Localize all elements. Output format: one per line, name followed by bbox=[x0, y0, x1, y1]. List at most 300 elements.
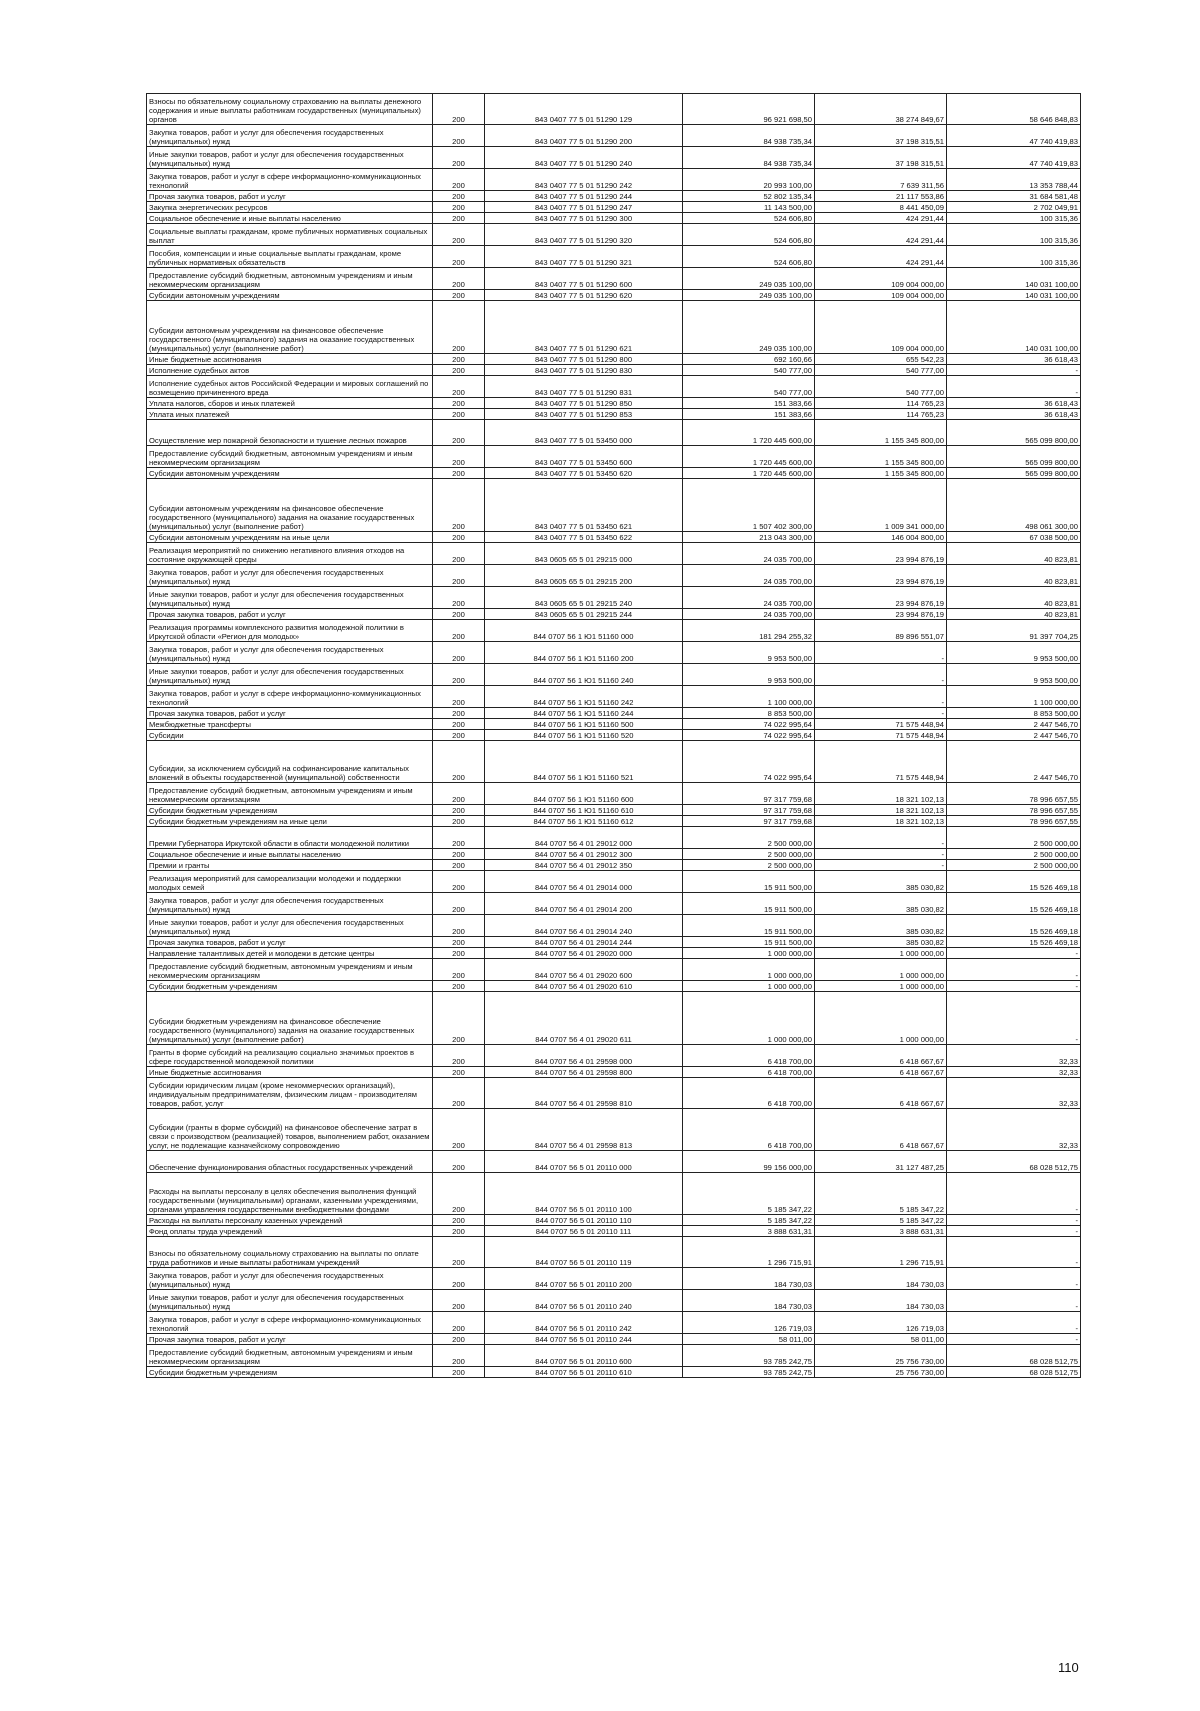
executed-amount-cell: 1 155 345 800,00 bbox=[815, 420, 947, 446]
expense-name-cell: Закупка товаров, работ и услуг для обеспечения государственных (муниципальных) нужд bbox=[147, 1268, 433, 1290]
executed-amount-cell: 18 321 102,13 bbox=[815, 783, 947, 805]
line-code-cell: 200 bbox=[433, 1312, 485, 1334]
line-code-cell: 200 bbox=[433, 587, 485, 609]
expense-name-cell: Социальное обеспечение и иные выплаты населению bbox=[147, 213, 433, 224]
table-row bbox=[147, 871, 1081, 893]
expense-name-cell: Исполнение судебных актов Российской Федерации и мировых соглашений по возмещению причиненного вреда bbox=[147, 376, 433, 398]
unexecuted-amount-cell: - bbox=[947, 1215, 1081, 1226]
line-code-cell: 200 bbox=[433, 849, 485, 860]
line-code-cell: 200 bbox=[433, 992, 485, 1045]
expense-name-cell: Предоставление субсидий бюджетным, автономным учреждениям и иным некоммерческим организациям bbox=[147, 783, 433, 805]
line-code-cell: 200 bbox=[433, 959, 485, 981]
unexecuted-amount-cell: 47 740 419,83 bbox=[947, 147, 1081, 169]
expense-name-cell: Закупка товаров, работ и услуг в сфере информационно-коммуникационных технологий bbox=[147, 169, 433, 191]
budget-classification-code-cell: 844 0707 56 5 01 20110 600 bbox=[485, 1345, 683, 1367]
expense-name-cell: Предоставление субсидий бюджетным, автономным учреждениям и иным некоммерческим организациям bbox=[147, 959, 433, 981]
executed-amount-cell: 109 004 000,00 bbox=[815, 268, 947, 290]
budget-classification-code-cell: 843 0407 77 5 01 51290 320 bbox=[485, 224, 683, 246]
expense-name-cell: Закупка товаров, работ и услуг для обеспечения государственных (муниципальных) нужд bbox=[147, 893, 433, 915]
budget-classification-code-cell: 844 0707 56 5 01 20110 244 bbox=[485, 1334, 683, 1345]
approved-amount-cell: 2 500 000,00 bbox=[683, 827, 815, 849]
expense-name-cell: Гранты в форме субсидий на реализацию социально значимых проектов в сфере государственной молодежной политики bbox=[147, 1045, 433, 1067]
line-code-cell: 200 bbox=[433, 1290, 485, 1312]
approved-amount-cell: 15 911 500,00 bbox=[683, 915, 815, 937]
budget-classification-code-cell: 844 0707 56 4 01 29014 000 bbox=[485, 871, 683, 893]
approved-amount-cell: 184 730,03 bbox=[683, 1290, 815, 1312]
line-code-cell: 200 bbox=[433, 741, 485, 783]
expense-name-cell: Прочая закупка товаров, работ и услуг bbox=[147, 609, 433, 620]
expense-name-cell: Закупка товаров, работ и услуг для обеспечения государственных (муниципальных) нужд bbox=[147, 565, 433, 587]
budget-classification-code-cell: 844 0707 56 1 Ю1 51160 240 bbox=[485, 664, 683, 686]
expense-name-cell: Фонд оплаты труда учреждений bbox=[147, 1226, 433, 1237]
executed-amount-cell: 184 730,03 bbox=[815, 1268, 947, 1290]
executed-amount-cell: - bbox=[815, 849, 947, 860]
line-code-cell: 200 bbox=[433, 532, 485, 543]
budget-classification-code-cell: 844 0707 56 1 Ю1 51160 610 bbox=[485, 805, 683, 816]
approved-amount-cell: 2 500 000,00 bbox=[683, 849, 815, 860]
executed-amount-cell: - bbox=[815, 708, 947, 719]
budget-classification-code-cell: 844 0707 56 1 Ю1 51160 244 bbox=[485, 708, 683, 719]
line-code-cell: 200 bbox=[433, 268, 485, 290]
table-row bbox=[147, 565, 1081, 587]
expense-name-cell: Прочая закупка товаров, работ и услуг bbox=[147, 708, 433, 719]
unexecuted-amount-cell: 91 397 704,25 bbox=[947, 620, 1081, 642]
table-row bbox=[147, 301, 1081, 354]
table-row bbox=[147, 202, 1081, 213]
approved-amount-cell: 524 606,80 bbox=[683, 246, 815, 268]
budget-classification-code-cell: 844 0707 56 4 01 29012 300 bbox=[485, 849, 683, 860]
executed-amount-cell: 23 994 876,19 bbox=[815, 609, 947, 620]
expense-name-cell: Закупка товаров, работ и услуг в сфере информационно-коммуникационных технологий bbox=[147, 686, 433, 708]
line-code-cell: 200 bbox=[433, 827, 485, 849]
approved-amount-cell: 24 035 700,00 bbox=[683, 609, 815, 620]
approved-amount-cell: 74 022 995,64 bbox=[683, 730, 815, 741]
executed-amount-cell: 109 004 000,00 bbox=[815, 290, 947, 301]
approved-amount-cell: 1 000 000,00 bbox=[683, 948, 815, 959]
approved-amount-cell: 1 507 402 300,00 bbox=[683, 479, 815, 532]
unexecuted-amount-cell: 36 618,43 bbox=[947, 409, 1081, 420]
line-code-cell: 200 bbox=[433, 1173, 485, 1215]
executed-amount-cell: 6 418 667,67 bbox=[815, 1078, 947, 1109]
line-code-cell: 200 bbox=[433, 213, 485, 224]
line-code-cell: 200 bbox=[433, 169, 485, 191]
approved-amount-cell: 15 911 500,00 bbox=[683, 871, 815, 893]
approved-amount-cell: 151 383,66 bbox=[683, 398, 815, 409]
budget-classification-code-cell: 844 0707 56 4 01 29014 240 bbox=[485, 915, 683, 937]
executed-amount-cell: 8 441 450,09 bbox=[815, 202, 947, 213]
unexecuted-amount-cell: - bbox=[947, 376, 1081, 398]
table-row bbox=[147, 609, 1081, 620]
budget-classification-code-cell: 844 0707 56 5 01 20110 240 bbox=[485, 1290, 683, 1312]
executed-amount-cell: 1 155 345 800,00 bbox=[815, 468, 947, 479]
executed-amount-cell: 385 030,82 bbox=[815, 871, 947, 893]
budget-classification-code-cell: 844 0707 56 5 01 20110 242 bbox=[485, 1312, 683, 1334]
line-code-cell: 200 bbox=[433, 937, 485, 948]
budget-classification-code-cell: 844 0707 56 4 01 29598 800 bbox=[485, 1067, 683, 1078]
budget-classification-code-cell: 843 0605 65 5 01 29215 200 bbox=[485, 565, 683, 587]
approved-amount-cell: 1 000 000,00 bbox=[683, 959, 815, 981]
approved-amount-cell: 5 185 347,22 bbox=[683, 1173, 815, 1215]
line-code-cell: 200 bbox=[433, 664, 485, 686]
line-code-cell: 200 bbox=[433, 301, 485, 354]
budget-classification-code-cell: 843 0407 77 5 01 51290 830 bbox=[485, 365, 683, 376]
expense-name-cell: Прочая закупка товаров, работ и услуг bbox=[147, 191, 433, 202]
budget-classification-code-cell: 844 0707 56 5 01 20110 100 bbox=[485, 1173, 683, 1215]
executed-amount-cell: 146 004 800,00 bbox=[815, 532, 947, 543]
table-row bbox=[147, 1334, 1081, 1345]
expense-name-cell: Субсидии, за исключением субсидий на софинансирование капитальных вложений в объекты государственной (муниципальной) собственности bbox=[147, 741, 433, 783]
budget-classification-code-cell: 844 0707 56 5 01 20110 000 bbox=[485, 1151, 683, 1173]
table-row bbox=[147, 959, 1081, 981]
unexecuted-amount-cell: 40 823,81 bbox=[947, 587, 1081, 609]
table-row bbox=[147, 893, 1081, 915]
line-code-cell: 200 bbox=[433, 354, 485, 365]
executed-amount-cell: 109 004 000,00 bbox=[815, 301, 947, 354]
budget-classification-code-cell: 844 0707 56 4 01 29598 000 bbox=[485, 1045, 683, 1067]
table-row bbox=[147, 479, 1081, 532]
line-code-cell: 200 bbox=[433, 860, 485, 871]
unexecuted-amount-cell: 36 618,43 bbox=[947, 354, 1081, 365]
approved-amount-cell: 151 383,66 bbox=[683, 409, 815, 420]
executed-amount-cell: 1 296 715,91 bbox=[815, 1237, 947, 1268]
budget-classification-code-cell: 843 0407 77 5 01 53450 600 bbox=[485, 446, 683, 468]
budget-classification-code-cell: 843 0407 77 5 01 51290 800 bbox=[485, 354, 683, 365]
expense-name-cell: Уплата иных платежей bbox=[147, 409, 433, 420]
expense-name-cell: Взносы по обязательному социальному страхованию на выплаты по оплате труда работников и иные выплаты работникам учреждений bbox=[147, 1237, 433, 1268]
expense-name-cell: Иные закупки товаров, работ и услуг для обеспечения государственных (муниципальных) нужд bbox=[147, 587, 433, 609]
table-row bbox=[147, 365, 1081, 376]
unexecuted-amount-cell: 58 646 848,83 bbox=[947, 94, 1081, 125]
expense-name-cell: Субсидии автономным учреждениям на финансовое обеспечение государственного (муниципального) задания на оказание государственных (муниципальных) услуг (выполнение работ) bbox=[147, 479, 433, 532]
executed-amount-cell: 71 575 448,94 bbox=[815, 730, 947, 741]
line-code-cell: 200 bbox=[433, 620, 485, 642]
budget-classification-code-cell: 844 0707 56 1 Ю1 51160 000 bbox=[485, 620, 683, 642]
budget-classification-code-cell: 843 0407 77 5 01 51290 242 bbox=[485, 169, 683, 191]
expense-name-cell: Социальное обеспечение и иные выплаты населению bbox=[147, 849, 433, 860]
executed-amount-cell: 23 994 876,19 bbox=[815, 565, 947, 587]
unexecuted-amount-cell: 32,33 bbox=[947, 1078, 1081, 1109]
budget-classification-code-cell: 844 0707 56 4 01 29014 244 bbox=[485, 937, 683, 948]
executed-amount-cell: 89 896 551,07 bbox=[815, 620, 947, 642]
unexecuted-amount-cell: 140 031 100,00 bbox=[947, 290, 1081, 301]
executed-amount-cell: 31 127 487,25 bbox=[815, 1151, 947, 1173]
expense-name-cell: Иные бюджетные ассигнования bbox=[147, 354, 433, 365]
unexecuted-amount-cell: 40 823,81 bbox=[947, 543, 1081, 565]
unexecuted-amount-cell: 100 315,36 bbox=[947, 246, 1081, 268]
unexecuted-amount-cell: 565 099 800,00 bbox=[947, 446, 1081, 468]
unexecuted-amount-cell: - bbox=[947, 1334, 1081, 1345]
budget-classification-code-cell: 844 0707 56 4 01 29598 810 bbox=[485, 1078, 683, 1109]
table-row bbox=[147, 915, 1081, 937]
budget-classification-code-cell: 843 0407 77 5 01 51290 129 bbox=[485, 94, 683, 125]
table-row bbox=[147, 642, 1081, 664]
budget-classification-code-cell: 844 0707 56 5 01 20110 610 bbox=[485, 1367, 683, 1378]
expense-name-cell: Предоставление субсидий бюджетным, автономным учреждениям и иным некоммерческим организациям bbox=[147, 1345, 433, 1367]
budget-classification-code-cell: 844 0707 56 1 Ю1 51160 600 bbox=[485, 783, 683, 805]
unexecuted-amount-cell: 31 684 581,48 bbox=[947, 191, 1081, 202]
budget-classification-code-cell: 843 0407 77 5 01 53450 620 bbox=[485, 468, 683, 479]
table-row bbox=[147, 446, 1081, 468]
table-row bbox=[147, 224, 1081, 246]
approved-amount-cell: 1 000 000,00 bbox=[683, 992, 815, 1045]
unexecuted-amount-cell: - bbox=[947, 1290, 1081, 1312]
line-code-cell: 200 bbox=[433, 1226, 485, 1237]
executed-amount-cell: 18 321 102,13 bbox=[815, 816, 947, 827]
executed-amount-cell: 540 777,00 bbox=[815, 376, 947, 398]
executed-amount-cell: 23 994 876,19 bbox=[815, 587, 947, 609]
approved-amount-cell: 540 777,00 bbox=[683, 365, 815, 376]
approved-amount-cell: 15 911 500,00 bbox=[683, 893, 815, 915]
budget-classification-code-cell: 843 0407 77 5 01 51290 321 bbox=[485, 246, 683, 268]
table-row bbox=[147, 147, 1081, 169]
line-code-cell: 200 bbox=[433, 246, 485, 268]
expense-name-cell: Расходы на выплаты персоналу в целях обеспечения выполнения функций государственными (муниципальными) органами, казенными учреждениями, органами управления государственными внебюджетными фондами bbox=[147, 1173, 433, 1215]
executed-amount-cell: 126 719,03 bbox=[815, 1312, 947, 1334]
expense-name-cell: Субсидии автономным учреждениям на иные цели bbox=[147, 532, 433, 543]
budget-classification-code-cell: 844 0707 56 4 01 29014 200 bbox=[485, 893, 683, 915]
expense-name-cell: Премии и гранты bbox=[147, 860, 433, 871]
table-row bbox=[147, 664, 1081, 686]
expense-name-cell: Субсидии автономным учреждениям bbox=[147, 468, 433, 479]
expense-name-cell: Прочая закупка товаров, работ и услуг bbox=[147, 937, 433, 948]
approved-amount-cell: 249 035 100,00 bbox=[683, 268, 815, 290]
executed-amount-cell: 6 418 667,67 bbox=[815, 1045, 947, 1067]
table-row bbox=[147, 1226, 1081, 1237]
approved-amount-cell: 9 953 500,00 bbox=[683, 664, 815, 686]
approved-amount-cell: 97 317 759,68 bbox=[683, 816, 815, 827]
expense-name-cell: Субсидии бюджетным учреждениям на иные цели bbox=[147, 816, 433, 827]
approved-amount-cell: 84 938 735,34 bbox=[683, 147, 815, 169]
line-code-cell: 200 bbox=[433, 1151, 485, 1173]
executed-amount-cell: - bbox=[815, 642, 947, 664]
executed-amount-cell: - bbox=[815, 686, 947, 708]
unexecuted-amount-cell: - bbox=[947, 365, 1081, 376]
executed-amount-cell: 424 291,44 bbox=[815, 213, 947, 224]
unexecuted-amount-cell: 68 028 512,75 bbox=[947, 1367, 1081, 1378]
executed-amount-cell: 7 639 311,56 bbox=[815, 169, 947, 191]
unexecuted-amount-cell: 15 526 469,18 bbox=[947, 893, 1081, 915]
budget-classification-code-cell: 843 0407 77 5 01 51290 831 bbox=[485, 376, 683, 398]
unexecuted-amount-cell: 13 353 788,44 bbox=[947, 169, 1081, 191]
budget-classification-code-cell: 844 0707 56 1 Ю1 51160 500 bbox=[485, 719, 683, 730]
line-code-cell: 200 bbox=[433, 94, 485, 125]
line-code-cell: 200 bbox=[433, 730, 485, 741]
approved-amount-cell: 692 160,66 bbox=[683, 354, 815, 365]
unexecuted-amount-cell: 2 447 546,70 bbox=[947, 719, 1081, 730]
line-code-cell: 200 bbox=[433, 642, 485, 664]
table-row bbox=[147, 1367, 1081, 1378]
expense-name-cell: Закупка товаров, работ и услуг в сфере информационно-коммуникационных технологий bbox=[147, 1312, 433, 1334]
unexecuted-amount-cell: 47 740 419,83 bbox=[947, 125, 1081, 147]
executed-amount-cell: 1 155 345 800,00 bbox=[815, 446, 947, 468]
table-row bbox=[147, 246, 1081, 268]
unexecuted-amount-cell: 78 996 657,55 bbox=[947, 816, 1081, 827]
approved-amount-cell: 96 921 698,50 bbox=[683, 94, 815, 125]
executed-amount-cell: 58 011,00 bbox=[815, 1334, 947, 1345]
executed-amount-cell: - bbox=[815, 860, 947, 871]
line-code-cell: 200 bbox=[433, 365, 485, 376]
approved-amount-cell: 1 296 715,91 bbox=[683, 1237, 815, 1268]
unexecuted-amount-cell: 32,33 bbox=[947, 1045, 1081, 1067]
approved-amount-cell: 5 185 347,22 bbox=[683, 1215, 815, 1226]
expense-name-cell: Обеспечение функционирования областных государственных учреждений bbox=[147, 1151, 433, 1173]
line-code-cell: 200 bbox=[433, 565, 485, 587]
budget-classification-code-cell: 844 0707 56 4 01 29598 813 bbox=[485, 1109, 683, 1151]
approved-amount-cell: 24 035 700,00 bbox=[683, 587, 815, 609]
table-row bbox=[147, 191, 1081, 202]
line-code-cell: 200 bbox=[433, 1215, 485, 1226]
executed-amount-cell: 385 030,82 bbox=[815, 893, 947, 915]
line-code-cell: 200 bbox=[433, 609, 485, 620]
expense-name-cell: Субсидии автономным учреждениям на финансовое обеспечение государственного (муниципального) задания на оказание государственных (муниципальных) услуг (выполнение работ) bbox=[147, 301, 433, 354]
expense-name-cell: Премии Губернатора Иркутской области в области молодежной политики bbox=[147, 827, 433, 849]
expense-name-cell: Направление талантливых детей и молодежи в детские центры bbox=[147, 948, 433, 959]
line-code-cell: 200 bbox=[433, 147, 485, 169]
expense-name-cell: Социальные выплаты гражданам, кроме публичных нормативных социальных выплат bbox=[147, 224, 433, 246]
table-row bbox=[147, 1312, 1081, 1334]
expense-name-cell: Пособия, компенсации и иные социальные выплаты гражданам, кроме публичных нормативных обязательств bbox=[147, 246, 433, 268]
unexecuted-amount-cell: 15 526 469,18 bbox=[947, 937, 1081, 948]
table-row bbox=[147, 981, 1081, 992]
executed-amount-cell: 5 185 347,22 bbox=[815, 1173, 947, 1215]
unexecuted-amount-cell: 2 447 546,70 bbox=[947, 741, 1081, 783]
budget-classification-code-cell: 843 0407 77 5 01 51290 850 bbox=[485, 398, 683, 409]
line-code-cell: 200 bbox=[433, 468, 485, 479]
line-code-cell: 200 bbox=[433, 543, 485, 565]
approved-amount-cell: 74 022 995,64 bbox=[683, 719, 815, 730]
executed-amount-cell: 114 765,23 bbox=[815, 398, 947, 409]
unexecuted-amount-cell: 2 500 000,00 bbox=[947, 860, 1081, 871]
expense-name-cell: Закупка товаров, работ и услуг для обеспечения государственных (муниципальных) нужд bbox=[147, 125, 433, 147]
line-code-cell: 200 bbox=[433, 202, 485, 213]
table-row bbox=[147, 686, 1081, 708]
expense-name-cell: Реализация программы комплексного развития молодежной политики в Иркутской области «Регион для молодых» bbox=[147, 620, 433, 642]
approved-amount-cell: 15 911 500,00 bbox=[683, 937, 815, 948]
budget-classification-code-cell: 843 0407 77 5 01 53450 000 bbox=[485, 420, 683, 446]
budget-classification-code-cell: 844 0707 56 1 Ю1 51160 521 bbox=[485, 741, 683, 783]
executed-amount-cell: 6 418 667,67 bbox=[815, 1067, 947, 1078]
budget-classification-code-cell: 843 0407 77 5 01 51290 600 bbox=[485, 268, 683, 290]
executed-amount-cell: 71 575 448,94 bbox=[815, 741, 947, 783]
budget-classification-code-cell: 843 0407 77 5 01 51290 240 bbox=[485, 147, 683, 169]
line-code-cell: 200 bbox=[433, 915, 485, 937]
table-row bbox=[147, 1290, 1081, 1312]
budget-classification-code-cell: 843 0407 77 5 01 51290 244 bbox=[485, 191, 683, 202]
budget-classification-code-cell: 844 0707 56 4 01 29012 000 bbox=[485, 827, 683, 849]
executed-amount-cell: 5 185 347,22 bbox=[815, 1215, 947, 1226]
table-row bbox=[147, 290, 1081, 301]
unexecuted-amount-cell: 140 031 100,00 bbox=[947, 301, 1081, 354]
line-code-cell: 200 bbox=[433, 1109, 485, 1151]
unexecuted-amount-cell: 140 031 100,00 bbox=[947, 268, 1081, 290]
budget-classification-code-cell: 844 0707 56 4 01 29020 611 bbox=[485, 992, 683, 1045]
unexecuted-amount-cell: 15 526 469,18 bbox=[947, 871, 1081, 893]
executed-amount-cell: 385 030,82 bbox=[815, 937, 947, 948]
approved-amount-cell: 6 418 700,00 bbox=[683, 1067, 815, 1078]
unexecuted-amount-cell: 9 953 500,00 bbox=[947, 664, 1081, 686]
table-row bbox=[147, 94, 1081, 125]
line-code-cell: 200 bbox=[433, 1045, 485, 1067]
unexecuted-amount-cell: - bbox=[947, 959, 1081, 981]
budget-classification-code-cell: 843 0407 77 5 01 51290 621 bbox=[485, 301, 683, 354]
table-row bbox=[147, 1215, 1081, 1226]
line-code-cell: 200 bbox=[433, 1268, 485, 1290]
unexecuted-amount-cell: 2 447 546,70 bbox=[947, 730, 1081, 741]
table-row bbox=[147, 783, 1081, 805]
table-row bbox=[147, 1045, 1081, 1067]
budget-classification-code-cell: 844 0707 56 1 Ю1 51160 242 bbox=[485, 686, 683, 708]
budget-classification-code-cell: 843 0407 77 5 01 51290 853 bbox=[485, 409, 683, 420]
table-row bbox=[147, 1078, 1081, 1109]
executed-amount-cell: - bbox=[815, 827, 947, 849]
line-code-cell: 200 bbox=[433, 376, 485, 398]
budget-classification-code-cell: 844 0707 56 1 Ю1 51160 612 bbox=[485, 816, 683, 827]
expense-name-cell: Осуществление мер пожарной безопасности и тушение лесных пожаров bbox=[147, 420, 433, 446]
line-code-cell: 200 bbox=[433, 1078, 485, 1109]
expense-name-cell: Субсидии юридическим лицам (кроме некоммерческих организаций), индивидуальным предпринимателям, физическим лицам - производителям товаров, работ, услуг bbox=[147, 1078, 433, 1109]
executed-amount-cell: 23 994 876,19 bbox=[815, 543, 947, 565]
approved-amount-cell: 97 317 759,68 bbox=[683, 783, 815, 805]
table-row bbox=[147, 1151, 1081, 1173]
expense-name-cell: Уплата налогов, сборов и иных платежей bbox=[147, 398, 433, 409]
table-row bbox=[147, 849, 1081, 860]
executed-amount-cell: 71 575 448,94 bbox=[815, 719, 947, 730]
budget-classification-code-cell: 843 0605 65 5 01 29215 240 bbox=[485, 587, 683, 609]
unexecuted-amount-cell: 100 315,36 bbox=[947, 224, 1081, 246]
table-row bbox=[147, 125, 1081, 147]
table-row bbox=[147, 827, 1081, 849]
line-code-cell: 200 bbox=[433, 686, 485, 708]
expense-name-cell: Закупка товаров, работ и услуг для обеспечения государственных (муниципальных) нужд bbox=[147, 642, 433, 664]
unexecuted-amount-cell: - bbox=[947, 1268, 1081, 1290]
budget-classification-code-cell: 844 0707 56 5 01 20110 110 bbox=[485, 1215, 683, 1226]
expense-name-cell: Иные закупки товаров, работ и услуг для обеспечения государственных (муниципальных) нужд bbox=[147, 664, 433, 686]
executed-amount-cell: 37 198 315,51 bbox=[815, 125, 947, 147]
budget-classification-code-cell: 844 0707 56 4 01 29020 600 bbox=[485, 959, 683, 981]
unexecuted-amount-cell: 68 028 512,75 bbox=[947, 1345, 1081, 1367]
approved-amount-cell: 249 035 100,00 bbox=[683, 301, 815, 354]
budget-classification-code-cell: 844 0707 56 4 01 29020 000 bbox=[485, 948, 683, 959]
unexecuted-amount-cell: 2 500 000,00 bbox=[947, 849, 1081, 860]
table-row bbox=[147, 805, 1081, 816]
unexecuted-amount-cell: - bbox=[947, 1226, 1081, 1237]
table-row bbox=[147, 169, 1081, 191]
approved-amount-cell: 181 294 255,32 bbox=[683, 620, 815, 642]
table-row bbox=[147, 1268, 1081, 1290]
approved-amount-cell: 1 000 000,00 bbox=[683, 981, 815, 992]
unexecuted-amount-cell: - bbox=[947, 1173, 1081, 1215]
table-row bbox=[147, 409, 1081, 420]
executed-amount-cell: 424 291,44 bbox=[815, 224, 947, 246]
line-code-cell: 200 bbox=[433, 948, 485, 959]
budget-classification-code-cell: 844 0707 56 4 01 29012 350 bbox=[485, 860, 683, 871]
line-code-cell: 200 bbox=[433, 420, 485, 446]
executed-amount-cell: 38 274 849,67 bbox=[815, 94, 947, 125]
executed-amount-cell: 114 765,23 bbox=[815, 409, 947, 420]
budget-classification-code-cell: 844 0707 56 1 Ю1 51160 200 bbox=[485, 642, 683, 664]
line-code-cell: 200 bbox=[433, 479, 485, 532]
approved-amount-cell: 1 100 000,00 bbox=[683, 686, 815, 708]
table-row bbox=[147, 1173, 1081, 1215]
expense-name-cell: Реализация мероприятий по снижению негативного влияния отходов на состояние окружающей среды bbox=[147, 543, 433, 565]
table-body bbox=[147, 94, 1081, 1378]
expense-name-cell: Предоставление субсидий бюджетным, автономным учреждениям и иным некоммерческим организациям bbox=[147, 268, 433, 290]
approved-amount-cell: 11 143 500,00 bbox=[683, 202, 815, 213]
budget-classification-code-cell: 843 0407 77 5 01 51290 620 bbox=[485, 290, 683, 301]
approved-amount-cell: 524 606,80 bbox=[683, 224, 815, 246]
approved-amount-cell: 184 730,03 bbox=[683, 1268, 815, 1290]
budget-classification-code-cell: 843 0605 65 5 01 29215 000 bbox=[485, 543, 683, 565]
